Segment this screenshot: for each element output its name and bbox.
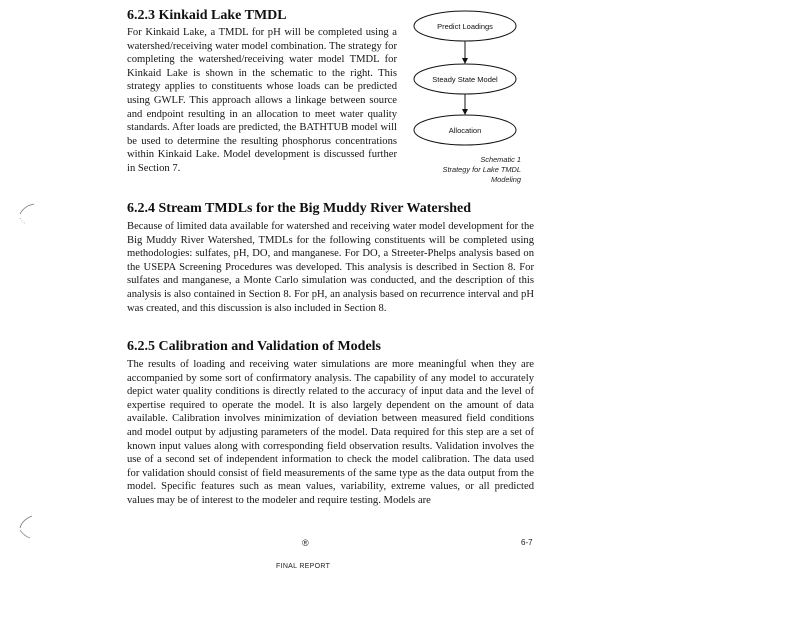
- paragraph-calibration: The results of loading and receiving water simulations are more meaningful when they are accompanied by some sort of confirmatory analysis. The capability of any model to accurately depict water quality conditions is directly related to the accuracy of input data and the level of expertise required to operate the model. It is also largely dependent on the amount of data available. Calibration involves minimization of deviation between measured field conditions and model output by adjusting parameters of the model. Data required for this step are a set of known input values along with corresponding field observation results. Validation involves the use of a second set of independent information to check the model calibration. The data used for validation should consist of field measurements of the same type as the data output from the model. Specific features such as mean values, variability, extreme values, or all predicted values may be of interest to the modeler and require testing. Models are: [127, 359, 534, 506]
- paragraph-kinkaid: For Kinkaid Lake, a TMDL for pH will be completed using a watershed/receiving water model combination. The strategy for completing the watershed/receiving water model TMDL for Kinkaid Lake is shown in the schematic to the right. This strategy applies to constituents whose loads can be predicted using GWLF. This approach allows a linkage between source and endpoint resulting in an allocation to meet water quality standards. After loads are predicted, the BATHTUB model will be used to determine the resulting phosphorus concentrations within Kinkaid Lake. Model development is discussed further in Section 7.: [127, 27, 397, 174]
- section-heading-calibration: 6.2.5 Calibration and Validation of Models: [127, 339, 381, 354]
- scan-mark-icon: [14, 200, 40, 228]
- footer-report-label: FINAL REPORT: [276, 563, 331, 570]
- flow-label-steady-state-model: Steady State Model: [432, 75, 498, 84]
- flow-label-predict-loadings: Predict Loadings: [437, 22, 493, 31]
- scan-mark-icon: [14, 512, 40, 540]
- section-heading-kinkaid: 6.2.3 Kinkaid Lake TMDL: [127, 8, 287, 23]
- footer-page-number: 6-7: [521, 538, 533, 547]
- caption-line-strategy: Strategy for Lake TMDL: [442, 165, 521, 174]
- flow-label-allocation: Allocation: [448, 126, 482, 135]
- caption-line-schematic: Schematic 1: [480, 155, 521, 164]
- footer-logo-mark: ®: [302, 538, 309, 548]
- flowchart-caption: [420, 155, 521, 185]
- caption-line-modeling: Modeling: [491, 175, 521, 184]
- paragraph-stream: Because of limited data available for watershed and receiving water model development for the Big Muddy River Watershed, TMDLs for the following constituents will be completed using methodologies: sulfates, pH, DO, and manganese. For DO, a Streeter-Phelps analysis based on the USEPA Screening Procedures was developed. This analysis is described in Section 8. For sulfates and manganese, a Monte Carlo simulation was conducted, and the description of this analysis is also contained in Section 8. For pH, an analysis based on recurrence interval and pH was created, and this discussion is also included in Section 8.: [127, 221, 534, 314]
- section-heading-stream: 6.2.4 Stream TMDLs for the Big Muddy River Watershed: [127, 201, 472, 216]
